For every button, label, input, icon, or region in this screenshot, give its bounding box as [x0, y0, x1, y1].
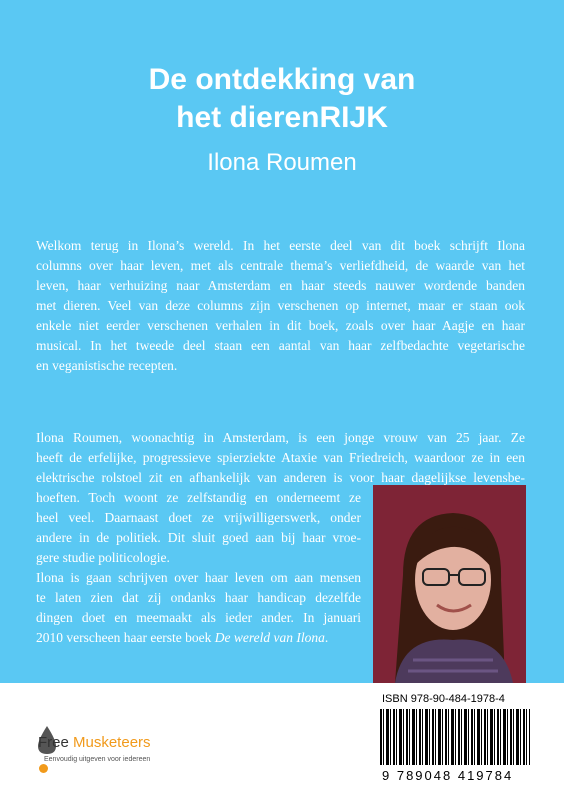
book-title-line2: het dierenRIJK [176, 101, 388, 134]
author-photo-icon [373, 485, 526, 683]
publisher-tagline: Eenvoudig uitgeven voor iedereen [44, 756, 151, 763]
bio-line: elektrische rolstoel zit en afhankelijk van anderen is voor haar dagelijkse levensbe- [36, 470, 525, 485]
bio-line: hoeften. Toch woont ze zelfstandig en onderneemt ze [36, 490, 361, 505]
barcode-digits: 9 789048 419784 [382, 768, 514, 783]
bio-line: heeft de erfelijke, progressieve spierziekte Ataxie van Friedreich, waardoor ze in een [36, 450, 525, 465]
author-photo [373, 485, 526, 683]
blurb-line: enkele niet eerder verschenen verhalen in dit boek, zoals over haar Aagje en haar [36, 318, 525, 333]
publisher-logo [36, 726, 186, 778]
book-reference: De wereld van Ilona [214, 630, 325, 645]
publisher-name-free: Free [38, 734, 69, 751]
blurb-line: columns over haar leven, met als centrale thema’s verliefdheid, de waarde van het [36, 258, 525, 273]
bio-text: . [324, 630, 329, 645]
bio-line: heel veel. Daarnaast doet ze vrijwilligerswerk, onder [36, 510, 361, 525]
bio-line-last [36, 628, 328, 648]
isbn-label: ISBN 978-90-484-1978-4 [382, 693, 505, 705]
bio-line: andere in de politiek. Dit sluit goed aan bij haar vroe- [36, 530, 361, 545]
publisher-name-musketeers: Musketeers [73, 734, 151, 751]
bio-line: Ilona is gaan schrijven over haar leven om aan mensen [36, 570, 361, 585]
blurb-line: musical. In het tweede deel staan een aantal van haar zelfbedachte vegetarische [36, 338, 525, 353]
blurb-line: met dieren. Veel van deze columns zijn verschenen op internet, maar er staan ook [36, 298, 525, 313]
blurb-line: Welkom terug in Ilona’s wereld. In het eerste deel van dit boek schrijft Ilona [36, 238, 525, 253]
bio-line: gere studie politicologie. [36, 550, 170, 565]
book-title-line1: De ontdekking van [148, 63, 416, 96]
blurb-line: en veganistische recepten. [36, 358, 178, 373]
bio-line: Ilona Roumen, woonachtig in Amsterdam, is een jonge vrouw van 25 jaar. Ze [36, 430, 525, 445]
bio-text: 2010 verscheen haar eerste boek [36, 630, 215, 645]
barcode [380, 709, 530, 765]
publisher-dot-icon [39, 764, 48, 773]
author-name: Ilona Roumen [207, 149, 357, 176]
bio-line: dingen doet en meemaakt als ieder ander. In januari [36, 610, 361, 625]
blurb-line: leven, haar verhuizing naar Amsterdam en haar steeds nauwer wordende banden [36, 278, 525, 293]
bio-line: te laten zien dat zij ondanks haar handicap dezelfde [36, 590, 361, 605]
